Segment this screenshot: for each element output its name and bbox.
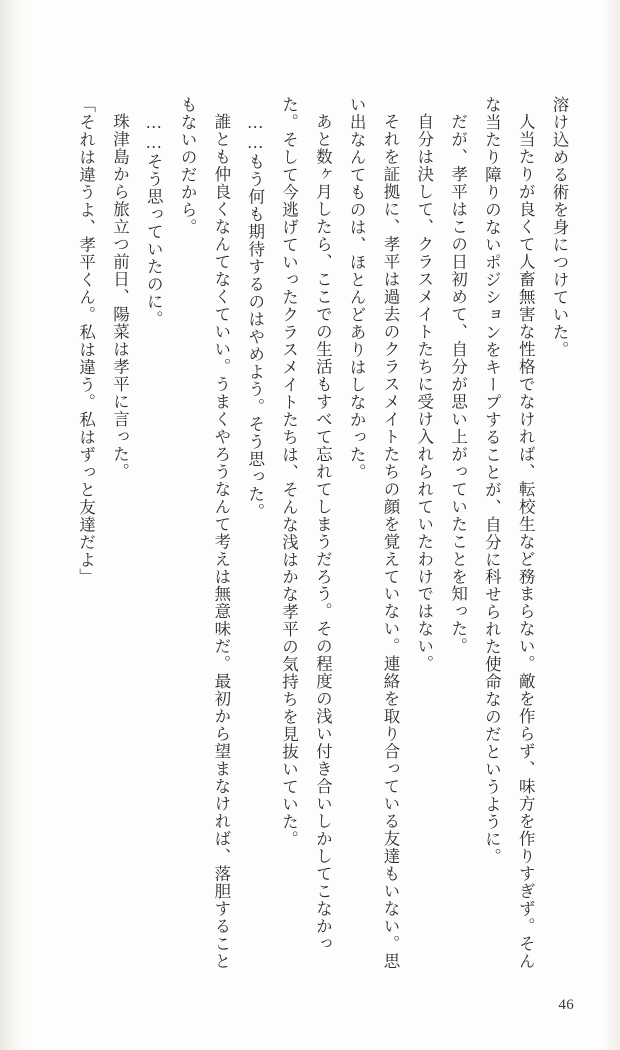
paragraph: 人当たりが良くて人畜無害な性格でなければ、転校生など務まらない。敵を作らず、味方を作りすぎず。そんな当たり障りのないポジションをキープすることが、自分に科せられた使命なのだというように。 bbox=[482, 96, 536, 970]
page-number: 46 bbox=[558, 997, 574, 1013]
body-text-vertical bbox=[76, 96, 576, 976]
paragraph: ……そう思っていたのに。 bbox=[144, 112, 164, 328]
paragraph: 溶け込める術を身につけていた。 bbox=[550, 96, 569, 359]
paragraph-dialogue: 「それは違うよ、孝平くん。私は違う。私はずっと友達だよ」 bbox=[76, 96, 96, 586]
paragraph: それを証拠に、孝平は過去のクラスメイトたちの顔を覚えていない。連絡を取り合っている友達もいない。思い出なんてものは、ほとんどありはしなかった。 bbox=[347, 96, 400, 970]
paragraph: 自分は決して、クラスメイトたちに受け入れられていたわけではない。 bbox=[414, 112, 434, 673]
paragraph: あと数ヶ月したら、ここでの生活もすべて忘れてしまうだろう。その程度の浅い付き合いしかしてこなかった。そして今逃げていったクラスメイトたちは、そんな浅はかな孝平の気持ちを見抜いていた。 bbox=[279, 96, 333, 953]
paragraph: ……もう何も期待するのはやめよう。そう思った。 bbox=[245, 112, 265, 520]
paragraph: 誰とも仲良くなんてなくていい。うまくやろうなんて考えは無意味だ。最初から望まなければ、落胆することもないのだから。 bbox=[178, 96, 231, 970]
paragraph: 珠津島から旅立つ前日、陽菜は孝平に言った。 bbox=[110, 112, 130, 480]
paragraph: だが、孝平はこの日初めて、自分が思い上がっていたことを知った。 bbox=[448, 112, 468, 655]
